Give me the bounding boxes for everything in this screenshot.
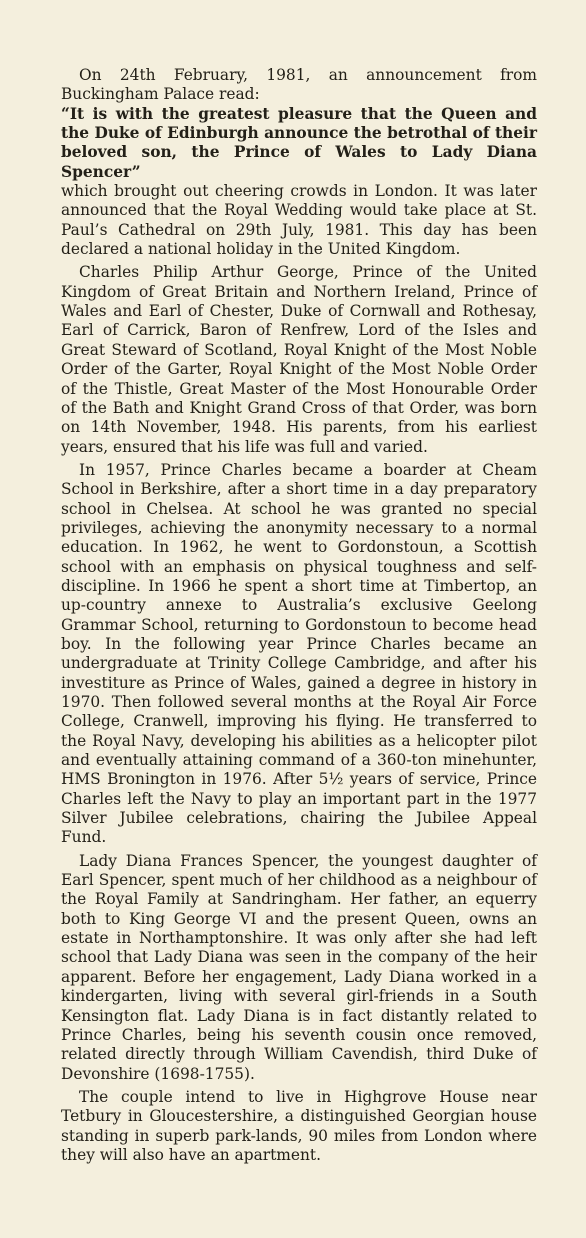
paragraph-prince-education: In 1957, Prince Charles became a boarder at Cheam School in Berkshire, after a short time in a day preparatory school in Chelsea. At school he was granted no special privileges, achieving the anonymity necessary to a normal education. In 1962, he went to Gordonstoun, a Scottish school with an emphasis on physical toughness and self-discipline. In 1966 he spent a short time at Timbertop, an up-country annexe to Australia’s exclusive Geelong Grammar School, returning to Gordonstoun to become head boy. In the following year Prince Charles became an undergraduate at Trinity College Cambridge, and after his investiture as Prince of Wales, gained a degree in history in 1970. Then followed several months at the Royal Air Force College, Cranwell, improving his flying. He transferred to the Royal Navy, developing his abilities as a helicopter pilot and eventually attaining command of a 360-ton minehunter, HMS Bronington in 1976. After 5½ years of service, Prince Charles left the Navy to play an important part in the 1977 Silver Jubilee celebrations, chairing the Jubilee Appeal Fund. <box>61 460 537 847</box>
paragraph-residence: The couple intend to live in Highgrove House near Tetbury in Gloucestershire, a distinguished Georgian house standing in superb park-lands, 90 miles from London where they will also have an apartment. <box>61 1087 537 1164</box>
text-column <box>61 66 537 1165</box>
paragraph-prince-titles: Charles Philip Arthur George, Prince of the United Kingdom of Great Britain and Northern Ireland, Prince of Wales and Earl of Chester, Duke of Cornwall and Rothesay, Earl of Carrick, Baron of Renfrew, Lord of the Isles and Great Steward of Scotland, Royal Knight of the Most Noble Order of the Garter, Royal Knight of the Most Noble Order of the Thistle, Great Master of the Most Honourable Order of the Bath and Knight Grand Cross of that Order, was born on 14th November, 1948. His parents, from his earliest years, ensured that his life was full and varied. <box>61 263 537 456</box>
paragraph-lady-diana: Lady Diana Frances Spencer, the youngest daughter of Earl Spencer, spent much of her childhood as a neighbour of the Royal Family at Sandringham. Her father, an equerry both to King George VI and the present Queen, owns an estate in Northamptonshire. It was only after she had left school that Lady Diana was seen in the company of the heir apparent. Before her engagement, Lady Diana worked in a kindergarten, living with several girl-friends in a South Kensington flat. Lady Diana is in fact distantly related to Prince Charles, being his seventh cousin once removed, related directly through William Cavendish, third Duke of Devonshire (1698-1755). <box>61 851 537 1083</box>
opening-paragraph: On 24th February, 1981, an announcement from Buckingham Palace read: <box>61 66 537 104</box>
announcement-quote: “It is with the greatest pleasure that the Queen and the Duke of Edinburgh announce the betrothal of their beloved son, the Prince of Wales to Lady Diana Spencer” <box>61 104 537 181</box>
after-quote-paragraph: which brought out cheering crowds in London. It was later announced that the Royal Wedding would take place at St. Paul’s Cathedral on 29th July, 1981. This day has been declared a national holiday in the United Kingdom. <box>61 182 537 259</box>
